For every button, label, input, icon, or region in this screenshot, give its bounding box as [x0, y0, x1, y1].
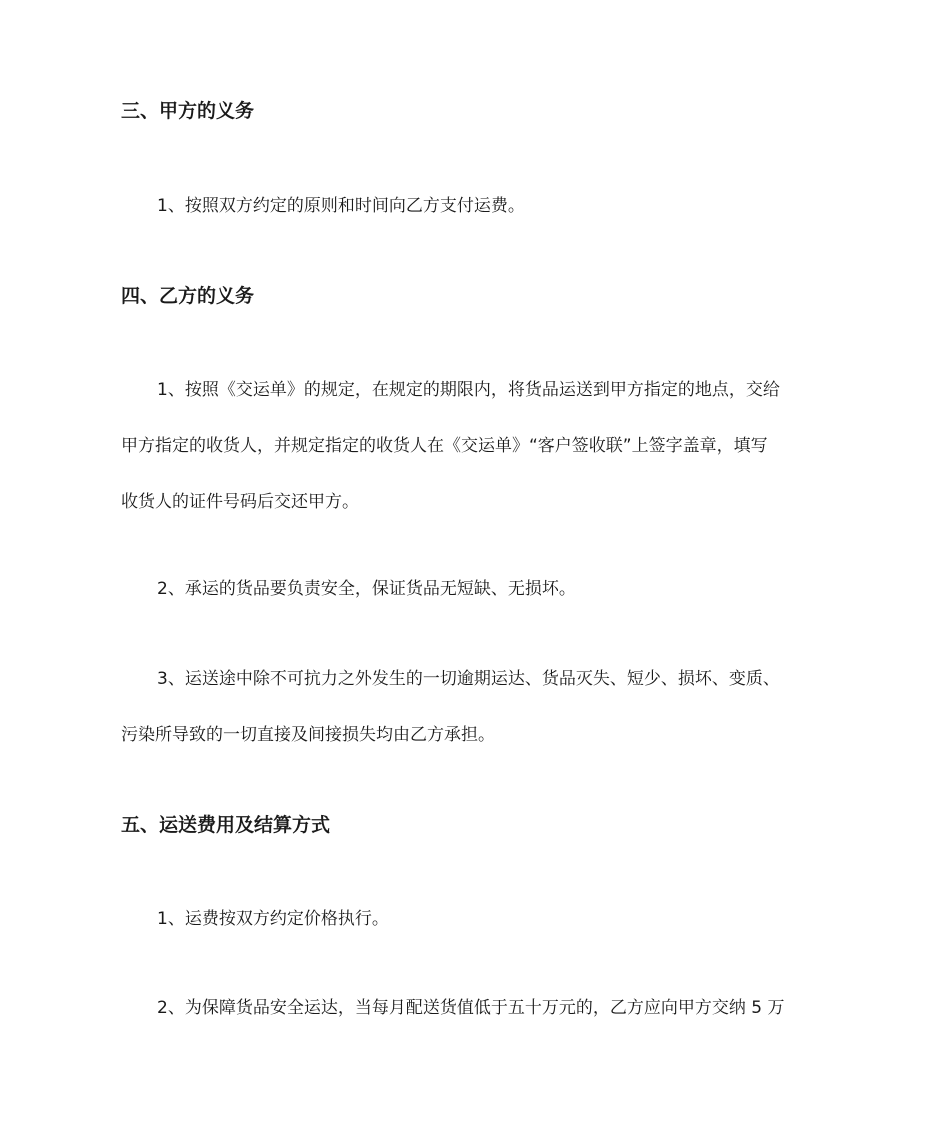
- section-5-title: 五、运送费用及结算方式: [121, 814, 331, 836]
- section-4-item-3-line-2: 污染所导致的一切直接及间接损失均由乙方承担。: [121, 725, 495, 745]
- section-4-item-1-line-2: 甲方指定的收货人，并规定指定的收货人在《交运单》“客户签收联”上签字盖章，填写: [121, 436, 768, 456]
- section-3-item-1: 1、按照双方约定的原则和时间向乙方支付运费。: [157, 196, 525, 216]
- section-3-title: 三、甲方的义务: [121, 100, 255, 122]
- section-4-title: 四、乙方的义务: [121, 285, 255, 307]
- section-5-item-1: 1、运费按双方约定价格执行。: [157, 909, 389, 929]
- section-5-item-2: 2、为保障货品安全运达，当每月配送货值低于五十万元的，乙方应向甲方交纳 5 万: [157, 998, 785, 1018]
- section-4-item-1-line-1: 1、按照《交运单》的规定，在规定的期限内，将货品运送到甲方指定的地点，交给: [157, 380, 780, 400]
- section-4-item-3-line-1: 3、运送途中除不可抗力之外发生的一切逾期运达、货品灭失、短少、损坏、变质、: [157, 669, 780, 689]
- section-4-item-2: 2、承运的货品要负责安全，保证货品无短缺、无损坏。: [157, 579, 576, 599]
- section-4-item-1-line-3: 收货人的证件号码后交还甲方。: [121, 492, 359, 512]
